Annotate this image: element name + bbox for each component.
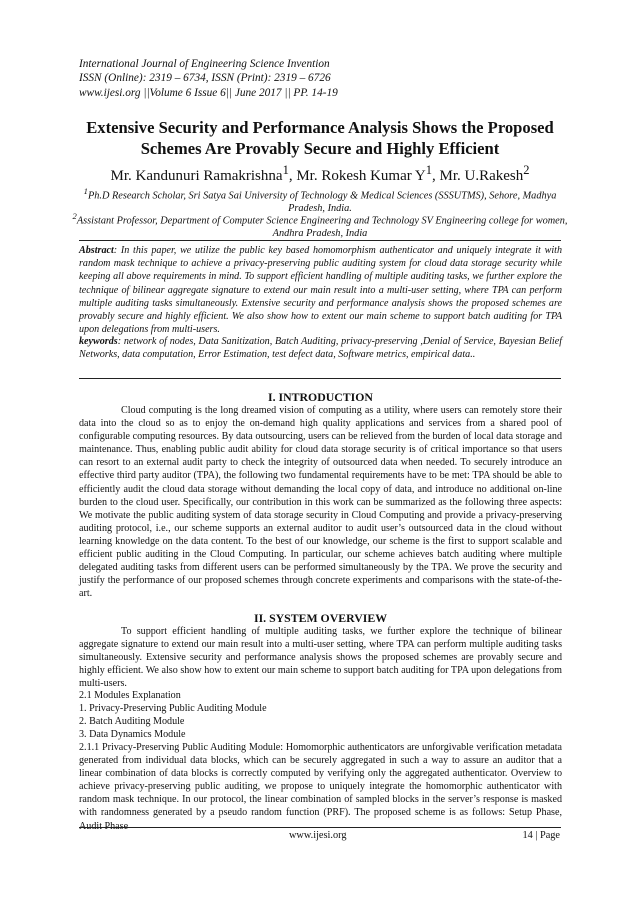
author-affil-mark: 2 bbox=[523, 163, 530, 177]
footer-site: www.ijesi.org bbox=[289, 830, 347, 841]
author-separator: , bbox=[432, 168, 440, 184]
author-affil-mark: 1 bbox=[425, 163, 432, 177]
journal-volume: www.ijesi.org ||Volume 6 Issue 6|| June 2017 || PP. 14-19 bbox=[79, 86, 338, 99]
author-list bbox=[70, 161, 570, 185]
keywords bbox=[79, 335, 562, 361]
journal-issn: ISSN (Online): 2319 – 6734, ISSN (Print): 2319 – 6726 bbox=[79, 72, 331, 85]
journal-name: International Journal of Engineering Science Invention bbox=[79, 58, 330, 70]
affiliation-mark: 1 bbox=[83, 186, 88, 196]
introduction-paragraph: Cloud computing is the long dreamed vision of computing as a utility, where users can remotely store their data into the cloud so as to enjoy the on-demand high quality applications and services from a shared pool of configurable computing resources. By data outsourcing, users can be relieved from the burden of local data storage and maintenance. Thus, enabling public audit ability for cloud data storage security is of critical importance so that users can resort to an external audit party to check the integrity of outsourced data when needed. To securely introduce an effective third party auditor (TPA), the following two fundamental requirements have to be met: TPA should be able to efficiently audit the cloud data storage without demanding the local copy of data, and introduce no additional on-line burden to the cloud user. Specifically, our contribution in this work can be summarized as the following three aspects: We motivate the public auditing system of data storage security in Cloud Computing and provide a privacy-preserving auditing protocol, i.e., our scheme supports an external auditor to audit user’s outsourced data in the cloud without learning knowledge on the data content. To the best of our knowledge, our scheme is the first to support scalable and efficient public auditing in the Cloud Computing. In particular, our scheme achieves batch auditing where multiple delegated auditing tasks from different users can be performed simultaneously by the TPA. We prove the security and justify the performance of our proposed schemes through concrete experiments and comparisons with the state-of-the-art. bbox=[79, 405, 562, 600]
affiliation-mark: 2 bbox=[72, 211, 77, 221]
list-item: 2. Batch Auditing Module bbox=[79, 716, 185, 728]
list-item: 2.1 Modules Explanation bbox=[79, 690, 181, 701]
author-separator: , bbox=[288, 168, 297, 184]
list-item: 1. Privacy-Preserving Public Auditing Module bbox=[79, 703, 267, 715]
section-heading-introduction: I. INTRODUCTION bbox=[268, 390, 373, 404]
keywords-label: keywords bbox=[79, 336, 118, 347]
abstract-label: Abstract bbox=[79, 245, 114, 256]
modules-list bbox=[79, 689, 562, 741]
author-affil-mark: 1 bbox=[282, 163, 289, 177]
divider bbox=[79, 378, 561, 379]
module-paragraph: 2.1.1 Privacy-Preserving Public Auditing Module: Homomorphic authenticators are unforgivable verification metadata generated from individual data blocks, which can be securely aggregated in such a way to assure an auditor that a linear combination of data blocks is correctly computed by verifying only the aggregated authenticator. Overview to achieve privacy-preserving public auditing, we propose to uniquely integrate the homomorphic authenticator with random mask technique. In our protocol, the linear combination of sampled blocks in the server’s response is masked with randomness generated by a pseudo random function (PRF). The proposed scheme is as follows: Setup Phase, Audit Phase bbox=[79, 742, 562, 832]
author-name: Mr. Kandunuri Ramakrishna bbox=[110, 168, 283, 184]
affiliation-text: Assistant Professor, Department of Computer Science Engineering and Technology SV Engineering college for women, Andhra Pradesh, India bbox=[76, 215, 568, 240]
system-overview-paragraph: To support efficient handling of multiple auditing tasks, we further explore the technique of bilinear aggregate signature to extend our main result into a multi-user setting, where TPA can perform multiple auditing tasks simultaneously. Extensive security and performance analysis shows the proposed schemes are provably secure and highly efficient. We also show how to extent our main scheme to support batch auditing for TPA upon delegations from multi-users. bbox=[79, 626, 562, 690]
affiliation bbox=[72, 210, 568, 241]
page-number: 14 | Page bbox=[522, 830, 560, 841]
abstract-text: : In this paper, we utilize the public key based homomorphism authenticator and uniquely integrate it with random mask technique to achieve a privacy-preserving public auditing system for cloud data storage security while keeping all above requirements in mind. To support efficient handling of multiple auditing tasks, we further explore the technique of bilinear aggregate signature to extend our main result into a multi-user setting, where TPA can perform multiple auditing tasks simultaneously. Extensive security and performance analysis shows the proposed schemes are provably secure and highly efficient. We also show how to extent our main scheme to support batch auditing for TPA upon delegations from multi-users. bbox=[79, 245, 562, 336]
abstract bbox=[79, 244, 562, 336]
keywords-text: : network of nodes, Data Sanitization, Batch Auditing, privacy-preserving ,Denial of Service, Bayesian Belief Networks, data computation, Error Estimation, test defect data, Software metrics, empirical data.. bbox=[79, 336, 562, 361]
divider bbox=[79, 240, 561, 241]
footer-divider bbox=[79, 827, 561, 828]
author-name: Mr. Rokesh Kumar Y bbox=[296, 168, 426, 184]
affiliation-text: Ph.D Research Scholar, Sri Satya Sai University of Technology & Medical Sciences (SSSUTMS), Sehore, Madhya Pradesh, India. bbox=[87, 190, 557, 215]
paper-title: Extensive Security and Performance Analysis Shows the Proposed Schemes Are Provably Secure and Highly Efficient bbox=[86, 118, 554, 158]
section-heading-system-overview: II. SYSTEM OVERVIEW bbox=[254, 611, 387, 625]
list-item: 3. Data Dynamics Module bbox=[79, 729, 186, 741]
author-name: Mr. U.Rakesh bbox=[439, 168, 524, 184]
journal-header bbox=[79, 57, 569, 100]
